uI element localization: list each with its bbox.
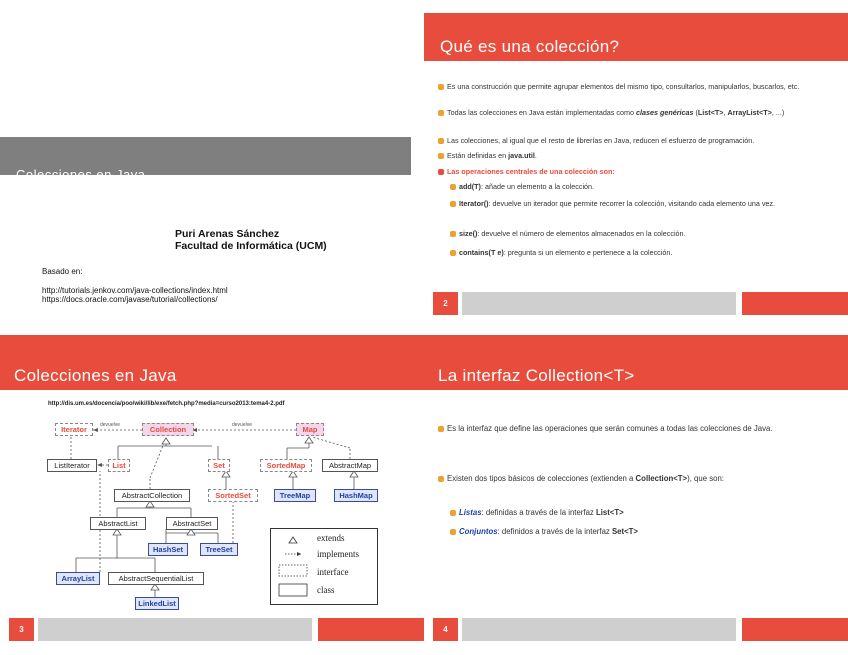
diagram-source-url[interactable]: http://dis.um.es/docencia/poo/wiki/lib/exe/fetch.php?media=curso2013:tema4-2.pdf — [48, 401, 285, 407]
node-abstractsequentiallist: AbstractSequentialList — [108, 572, 204, 585]
slide-4-title: La interfaz Collection<T> — [438, 366, 635, 385]
relation-label: devuelve — [232, 422, 253, 428]
sub-bullet: add(T): añade un elemento a la colección. — [450, 182, 833, 191]
diagram-legend — [270, 528, 378, 605]
sub-bullet: size(): devuelve el número de elementos almacenados en la colección. — [450, 229, 833, 238]
bullet-icon — [450, 231, 456, 237]
relation-label: devuelve — [100, 422, 121, 428]
bullet-icon — [450, 201, 456, 207]
sub-bullet: Listas: definidas a través de la interfaz List<T> — [450, 508, 833, 518]
node-treemap: TreeMap — [274, 489, 316, 502]
bullet: Las operaciones centrales de una colección son: — [438, 167, 833, 176]
author-block — [175, 228, 327, 252]
bullet-icon — [438, 84, 444, 90]
slide-2[interactable] — [424, 0, 848, 327]
node-sortedmap: SortedMap — [260, 459, 312, 472]
bullet-icon — [450, 529, 456, 535]
bullet-icon — [450, 510, 456, 516]
page-number: 2 — [433, 292, 458, 315]
sub-bullet: Iterator(): devuelve un iterador que permite recorrer la colección, visitando cada elemento una vez. — [450, 199, 833, 208]
footer-accent — [318, 618, 424, 641]
slide-1[interactable] — [0, 0, 424, 327]
slide-4[interactable] — [424, 328, 848, 655]
bullet-icon — [438, 169, 444, 175]
bullet: Las colecciones, al igual que el resto de librerías en Java, reducen el esfuerzo de programación. — [438, 136, 833, 145]
bullet-icon — [438, 426, 444, 432]
sub-bullet: Conjuntos: definidos a través de la interfaz Set<T> — [450, 527, 833, 537]
footer-accent — [742, 618, 848, 641]
footer-bar — [38, 618, 312, 641]
bullet-icon — [450, 250, 456, 256]
bullet-icon — [438, 138, 444, 144]
author-affiliation: Facultad de Informática (UCM) — [175, 240, 327, 252]
node-iterator: Iterator — [55, 423, 93, 436]
bullet: Existen dos tipos básicos de colecciones (extienden a Collection<T>), que son: — [438, 474, 833, 484]
bullet-icon — [450, 184, 456, 190]
footer-accent — [742, 292, 848, 315]
legend-symbols — [275, 529, 315, 604]
node-hashmap: HashMap — [334, 489, 378, 502]
page-number: 4 — [433, 618, 458, 641]
bullet: Están definidas en java.util. — [438, 151, 833, 160]
footer-bar — [462, 292, 736, 315]
bullet-icon — [438, 153, 444, 159]
legend-extends: extends — [317, 533, 345, 543]
based-on-label: Basado en: — [42, 267, 83, 276]
bullet: Es la interfaz que define las operaciones que serán comunes a todas las colecciones de Java. — [438, 424, 833, 434]
node-sortedset: SortedSet — [208, 489, 258, 502]
node-abstractlist: AbstractList — [90, 517, 146, 530]
reference-link[interactable]: https://docs.oracle.com/javase/tutorial/collections/ — [42, 295, 218, 304]
node-listiterator: ListIterator — [47, 459, 97, 472]
sub-bullet: contains(T e): pregunta si un elemento e pertenece a la colección. — [450, 248, 833, 257]
bullet-icon — [438, 110, 444, 116]
node-treeset: TreeSet — [200, 543, 238, 556]
node-abstractset: AbstractSet — [166, 517, 218, 530]
footer-bar — [462, 618, 736, 641]
node-list: List — [108, 459, 130, 472]
node-hashset: HashSet — [148, 543, 188, 556]
node-abstractcollection: AbstractCollection — [114, 489, 190, 502]
bullet: Todas las colecciones en Java están implementadas como clases genéricas (List<T>, ArrayList<T>, ...) — [438, 108, 833, 117]
slide-1-title: Colecciones en Java — [16, 167, 146, 182]
author-name: Puri Arenas Sánchez — [175, 228, 280, 240]
page-number: 3 — [9, 618, 34, 641]
bullet-icon — [438, 476, 444, 482]
node-abstractmap: AbstractMap — [322, 459, 378, 472]
legend-interface: interface — [317, 567, 349, 577]
node-linkedlist: LinkedList — [135, 597, 179, 610]
reference-links — [42, 286, 228, 304]
node-set: Set — [208, 459, 230, 472]
legend-implements: implements — [317, 549, 359, 559]
slide-3-title: Colecciones en Java — [14, 366, 177, 385]
node-map: Map — [296, 423, 324, 436]
node-arraylist: ArrayList — [56, 572, 100, 585]
bullet: Es una construcción que permite agrupar elementos del mismo tipo, consultarlos, manipularlos, buscarlos, etc. — [438, 82, 833, 91]
reference-link[interactable]: http://tutorials.jenkov.com/java-collections/index.html — [42, 286, 228, 295]
legend-class: class — [317, 585, 335, 595]
slide-2-title: Qué es una colección? — [440, 37, 620, 56]
node-collection: Collection — [142, 423, 194, 436]
slide-3[interactable] — [0, 328, 424, 655]
